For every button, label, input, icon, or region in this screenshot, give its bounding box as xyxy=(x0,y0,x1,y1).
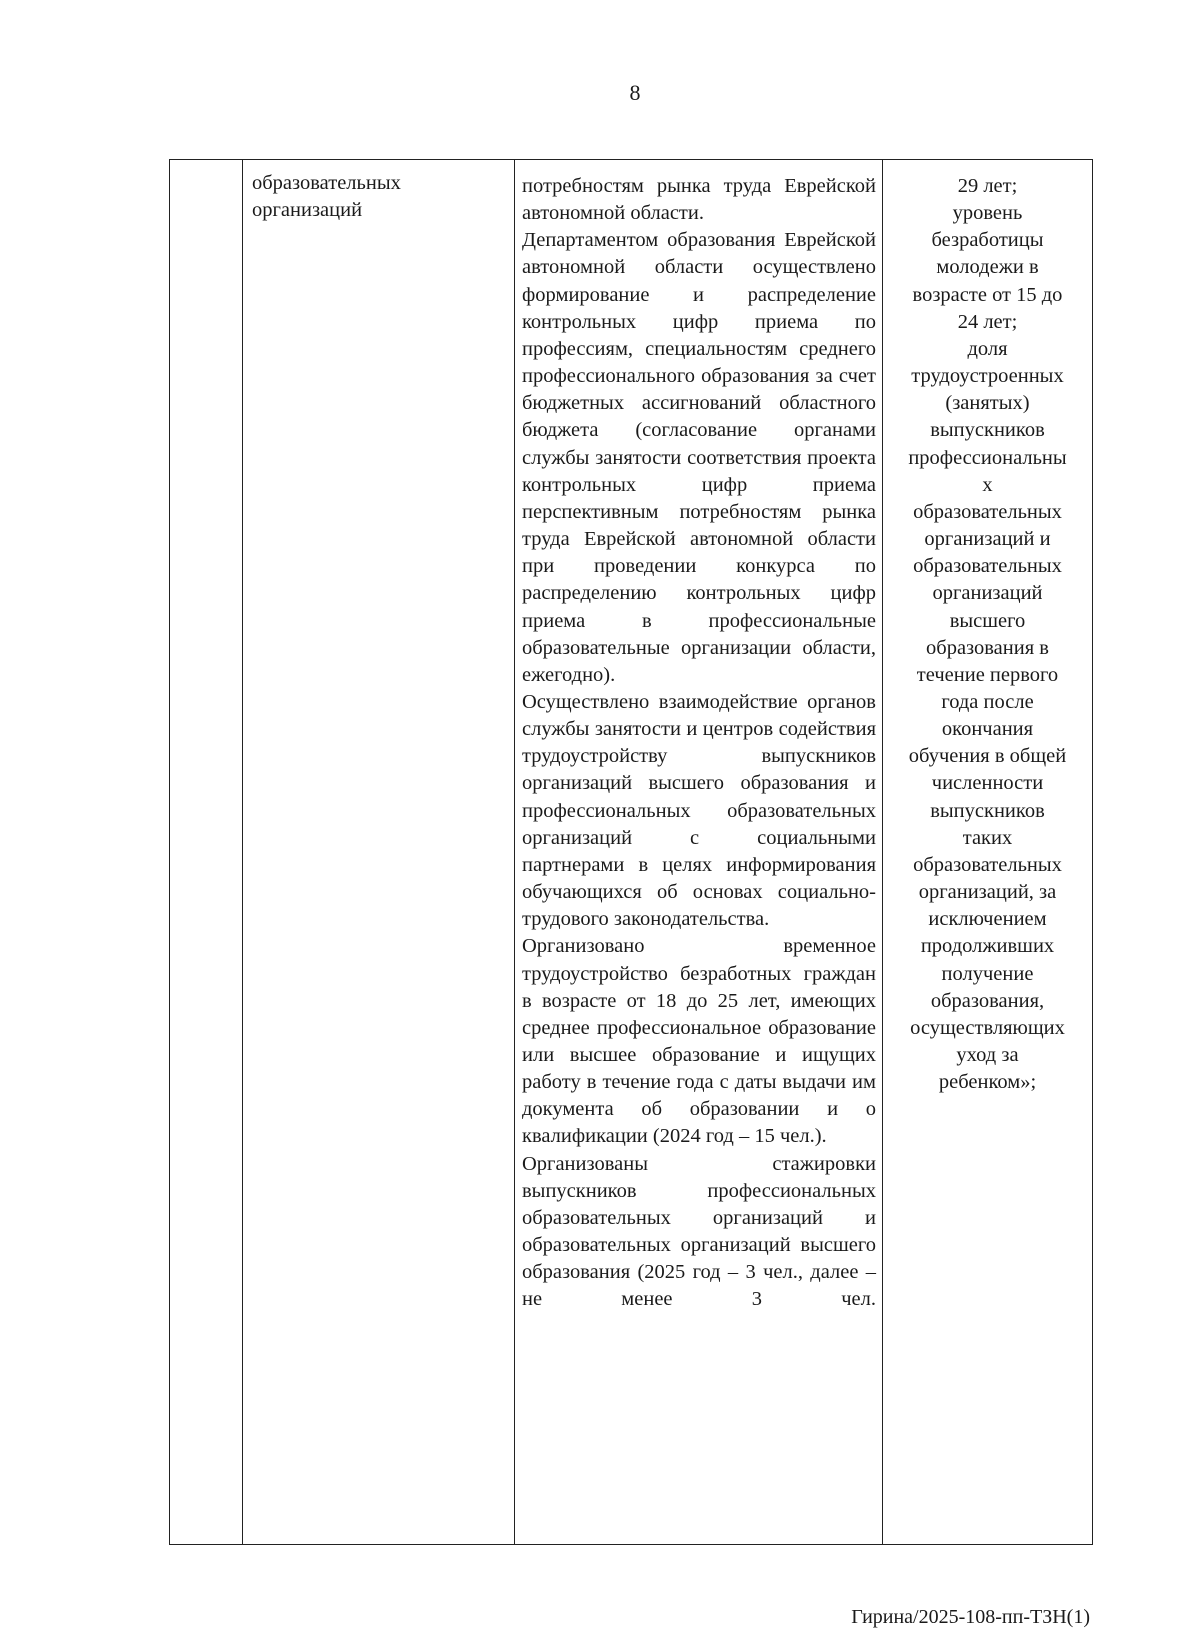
indicator-line: 29 лет; xyxy=(957,175,1018,197)
indicator-line: выпускников xyxy=(930,419,1045,442)
indicator-line: окончания xyxy=(941,718,1034,741)
indicator-line: образования, xyxy=(930,989,1045,1012)
indicator-line: образовательных xyxy=(913,555,1062,578)
indicator-line: доля xyxy=(967,337,1008,360)
indicator-line: таких xyxy=(962,826,1013,849)
indicator-line: образовательных xyxy=(913,500,1062,523)
indicator-line: численности xyxy=(931,772,1044,795)
paragraph-5: Организованы стажировки выпускников профессиональных образовательных организаций и образовательных организаций высшего образования (2025 год – 3 чел., далее – не менее 3 чел. xyxy=(522,1152,876,1311)
indicator-line: организаций и xyxy=(924,528,1051,551)
indicators-cell xyxy=(883,160,1093,1545)
indicator-line: организаций xyxy=(932,582,1043,605)
indicator-line: уровень xyxy=(952,202,1023,225)
indicator-line: получение xyxy=(941,962,1034,985)
indicator-line: 24 лет; xyxy=(957,310,1018,333)
paragraph-1: потребностям рынка труда Еврейской автономной области. xyxy=(522,175,876,225)
activity-description-cell xyxy=(515,160,883,1545)
paragraph-3: Осуществлено взаимодействие органов службы занятости и центров содействия трудоустройству выпускников организаций высшего образования и профессиональных образовательных организаций с социальными партнерами в целях информирования обучающихся об основах социально-трудового законодательства. xyxy=(522,690,876,931)
indicator-line: года после xyxy=(941,690,1034,713)
continuation-table xyxy=(169,159,1093,1545)
paragraph-4: Организовано временное трудоустройство безработных граждан в возрасте от 18 до 25 лет, имеющих среднее профессиональное образование или высшее образование и ищущих работу в течение года с даты выдачи им документа об образовании и о квалификации (2024 год – 15 чел.). xyxy=(522,935,876,1148)
indicator-line: молодежи в xyxy=(936,256,1039,279)
table-row xyxy=(170,160,1093,1545)
row-number-cell xyxy=(170,160,243,1545)
indicator-line: исключением xyxy=(928,908,1047,931)
indicator-line: обучения в общей xyxy=(908,745,1067,768)
page-number: 8 xyxy=(629,80,641,105)
indicator-line: осуществляющих xyxy=(910,1016,1065,1039)
indicator-line: образовательных xyxy=(913,853,1062,876)
task-name-cell: образовательных организаций xyxy=(243,160,515,1545)
indicator-line: трудоустроенных xyxy=(911,365,1064,388)
indicator-line: ребенком»; xyxy=(938,1071,1037,1094)
indicator-line: продолживших xyxy=(920,935,1055,958)
indicator-line: высшего xyxy=(949,609,1026,632)
indicator-line: образования в xyxy=(926,636,1049,659)
indicator-line: профессиональны xyxy=(908,446,1067,469)
indicator-line: возрасте от 15 до xyxy=(912,283,1063,306)
indicator-line: выпускников xyxy=(930,799,1045,822)
indicator-line: (занятых) xyxy=(945,392,1030,415)
indicator-line: течение первого xyxy=(916,663,1059,686)
indicator-line: безработицы xyxy=(931,229,1044,252)
paragraph-2: Департаментом образования Еврейской автономной области осуществлено формирование и распределение контрольных цифр приема по профессиям, специальностям среднего профессионального образования за счет бюджетных ассигнований областного бюджета (согласование органами службы занятости соответствия проекта контрольных цифр приема перспективным потребностям рынка труда Еврейской автономной области при проведении конкурса по распределению контрольных цифр приема в профессиональные образовательные организации области, ежегодно). xyxy=(522,229,876,686)
document-code: Гирина/2025-108-пп-ТЗН(1) xyxy=(851,1606,1090,1628)
indicator-line: уход за xyxy=(956,1044,1019,1066)
indicator-line: х xyxy=(982,473,993,496)
indicator-line: организаций, за xyxy=(918,881,1057,904)
